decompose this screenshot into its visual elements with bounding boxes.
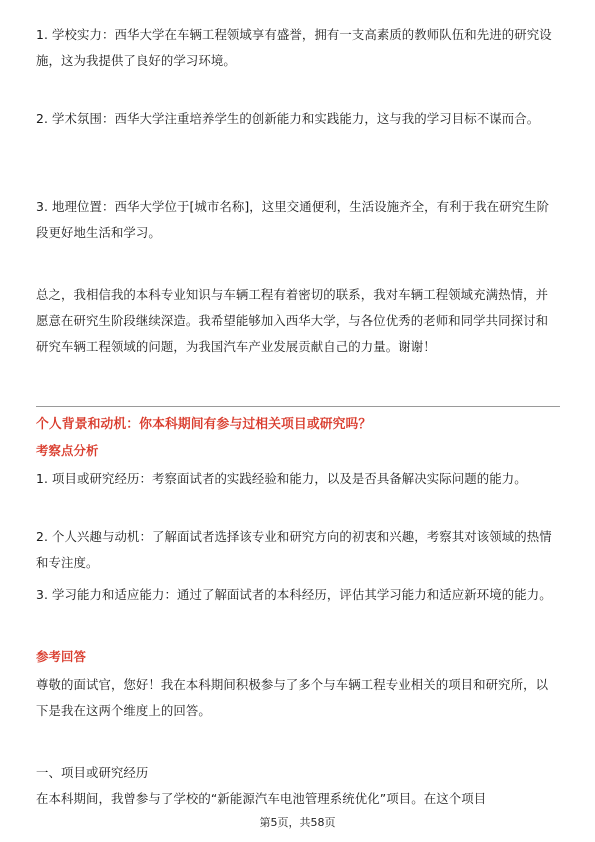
analysis-point-2: 2. 个人兴趣与动机：了解面试者选择该专业和研究方向的初衷和兴趣，考察其对该领域的热情和专注度。 xyxy=(36,529,552,570)
answer-heading: 参考回答 xyxy=(36,649,86,664)
analysis-point-1: 1. 项目或研究经历：考察面试者的实践经验和能力，以及是否具备解决实际问题的能力。 xyxy=(36,471,527,486)
section-title: 一、项目或研究经历 xyxy=(36,765,149,780)
analysis-point-3: 3. 学习能力和适应能力：通过了解面试者的本科经历，评估其学习能力和适应新环境的能力。 xyxy=(36,587,552,602)
paragraph-school-strength: 1. 学校实力：西华大学在车辆工程领域享有盛誉，拥有一支高素质的教师队伍和先进的研究设施，这为我提供了良好的学习环境。 xyxy=(36,27,552,68)
page-footer: 第5页，共58页 xyxy=(259,816,336,829)
question-title: 个人背景和动机：你本科期间有参与过相关项目或研究吗？ xyxy=(36,417,372,432)
paragraph-academic-atmosphere: 2. 学术氛围：西华大学注重培养学生的创新能力和实践能力，这与我的学习目标不谋而合。 xyxy=(36,111,540,126)
analysis-heading: 考察点分析 xyxy=(36,443,99,458)
paragraph-conclusion: 总之，我相信我的本科专业知识与车辆工程有着密切的联系，我对车辆工程领域充满热情，并愿意在研究生阶段继续深造。我希望能够加入西华大学，与各位优秀的老师和同学共同探讨和研究车辆工程领域的问题，为我国汽车产业发展贡献自己的力量。谢谢！ xyxy=(36,287,549,354)
section-text: 在本科期间，我曾参与了学校的“新能源汽车电池管理系统优化”项目。在这个项目 xyxy=(36,791,487,806)
section-divider xyxy=(36,406,560,407)
paragraph-location: 3. 地理位置：西华大学位于[城市名称]，这里交通便利，生活设施齐全，有利于我在研究生阶段更好地生活和学习。 xyxy=(36,199,550,240)
answer-intro: 尊敬的面试官，您好！我在本科期间积极参与了多个与车辆工程专业相关的项目和研究所，以下是我在这两个维度上的回答。 xyxy=(36,677,549,718)
